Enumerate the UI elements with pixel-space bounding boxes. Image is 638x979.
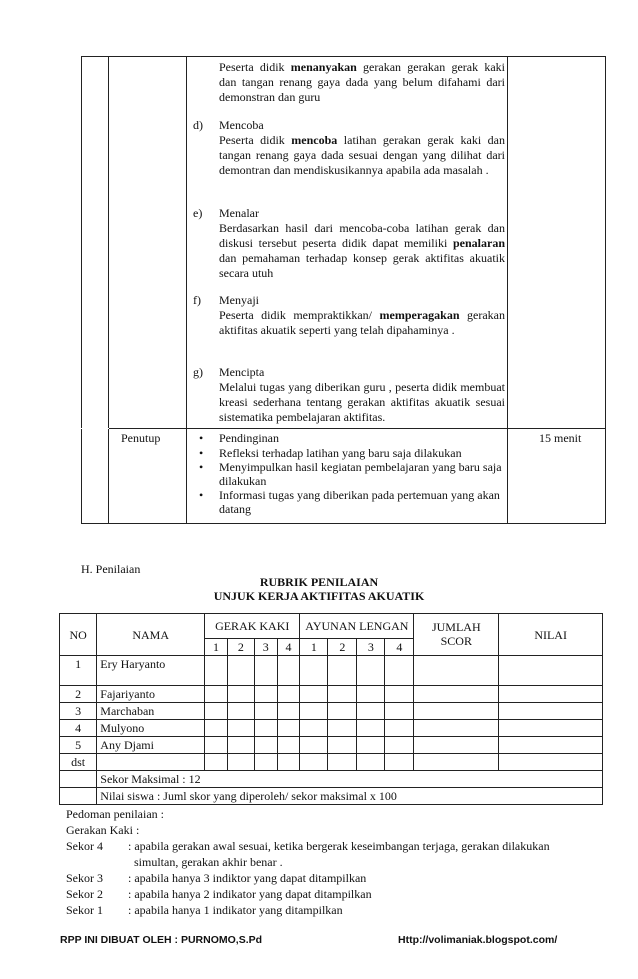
score-header: 1 bbox=[300, 639, 328, 656]
col-no: NO bbox=[60, 614, 97, 656]
footer-url: Http://volimaniak.blogspot.com/ bbox=[398, 934, 558, 946]
sekor-desc-cont: simultan, gerakan akhir benar . bbox=[134, 855, 283, 869]
step-title: Mencoba bbox=[219, 118, 264, 132]
pedoman-title: Pedoman penilaian : bbox=[66, 807, 164, 821]
sekor-desc: : apabila gerakan awal sesuai, ketika bergerak keseimbangan terjaga, gerakan dilakukan bbox=[128, 839, 550, 853]
score-header: 1 bbox=[205, 639, 228, 656]
activity-table bbox=[81, 56, 606, 524]
score-header: 3 bbox=[357, 639, 385, 656]
col-nama: NAMA bbox=[97, 614, 205, 656]
row-no: 3 bbox=[60, 703, 97, 720]
table-row bbox=[60, 720, 603, 737]
col-jumlah: JUMLAH SCOR bbox=[414, 614, 499, 656]
table-row bbox=[60, 703, 603, 720]
nilai-siswa: Nilai siswa : Juml skor yang diperoleh/ sekor maksimal x 100 bbox=[97, 788, 603, 805]
sekor-label: Sekor 3 bbox=[66, 871, 103, 885]
pedoman bbox=[66, 806, 586, 918]
step-label: g) bbox=[193, 365, 203, 379]
penutup-time: 15 menit bbox=[539, 431, 582, 445]
col-gerak: GERAK KAKI bbox=[205, 614, 300, 639]
rubric-table bbox=[59, 613, 603, 805]
score-header: 2 bbox=[328, 639, 357, 656]
col-ayunan: AYUNAN LENGAN bbox=[300, 614, 414, 639]
table-row bbox=[60, 754, 603, 771]
step-text: Peserta didik mencoba latihan gerakan gerak kaki dan tangan renang gaya dada sesuai dengan yang dilihat dari demontran dan mendiskusikannya apabila ada masalah . bbox=[219, 133, 505, 177]
table-row bbox=[60, 737, 603, 754]
list-item: • Informasi tugas yang diberikan pada pertemuan yang akan datang bbox=[193, 489, 505, 516]
list-item: • Pendinginan bbox=[193, 432, 505, 446]
list-item: • Refleksi terhadap latihan yang baru saja dilakukan bbox=[193, 447, 505, 461]
row-name: Any Djami bbox=[97, 737, 205, 754]
table-row bbox=[60, 686, 603, 703]
score-header: 2 bbox=[227, 639, 254, 656]
row-name: Fajariyanto bbox=[97, 686, 205, 703]
table-row bbox=[60, 656, 603, 686]
penutup-items bbox=[193, 432, 505, 517]
step-text: Berdasarkan hasil dari mencoba-coba latihan gerak dan diskusi tersebut peserta didik dapat memiliki penalaran dan pemahaman terhadap konsep gerak aktifitas akuatik secara utuh bbox=[219, 221, 505, 280]
footer-author: RPP INI DIBUAT OLEH : PURNOMO,S.Pd bbox=[60, 934, 263, 946]
penutup-label: Penutup bbox=[121, 431, 161, 445]
step-title: Mencipta bbox=[219, 365, 265, 379]
sekor-desc: : apabila hanya 3 indiktor yang dapat ditampilkan bbox=[128, 871, 367, 885]
sekor-desc: : apabila hanya 1 indikator yang ditampilkan bbox=[128, 903, 343, 917]
step-label: f) bbox=[193, 293, 201, 307]
step-label: e) bbox=[193, 206, 203, 220]
rubric-subtitle: UNJUK KERJA AKTIFITAS AKUATIK bbox=[213, 589, 425, 603]
row-name bbox=[97, 754, 205, 771]
row-no: 5 bbox=[60, 737, 97, 754]
score-header: 4 bbox=[277, 639, 300, 656]
step-title: Menyaji bbox=[219, 293, 259, 307]
row-name: Ery Haryanto bbox=[97, 656, 205, 686]
row-no: 1 bbox=[60, 656, 97, 686]
step-text: Melalui tugas yang diberikan guru , peserta didik membuat kreasi sederhana tentang gerakan aktifitas akuatik sesuai sistematika pembelajaran aktifitas. bbox=[219, 380, 505, 424]
section-heading: H. Penilaian bbox=[81, 562, 141, 576]
score-header: 4 bbox=[385, 639, 414, 656]
rubric-title: RUBRIK PENILAIAN bbox=[259, 575, 379, 589]
sekor-maksimal: Sekor Maksimal : 12 bbox=[97, 771, 603, 788]
row-no: dst bbox=[60, 754, 97, 771]
row-no: 2 bbox=[60, 686, 97, 703]
sekor-label: Sekor 1 bbox=[66, 903, 103, 917]
step-text: Peserta didik menanyakan gerakan gerakan gerak kaki dan tangan renang gaya dada yang belum difahami dari demonstran dan guru bbox=[219, 60, 505, 104]
sekor-label: Sekor 4 bbox=[66, 839, 103, 853]
pedoman-sub: Gerakan Kaki : bbox=[66, 823, 140, 837]
row-name: Mulyono bbox=[97, 720, 205, 737]
score-header: 3 bbox=[254, 639, 277, 656]
col-nilai: NILAI bbox=[499, 614, 603, 656]
row-name: Marchaban bbox=[97, 703, 205, 720]
row-no: 4 bbox=[60, 720, 97, 737]
sekor-label: Sekor 2 bbox=[66, 887, 103, 901]
sekor-desc: : apabila hanya 2 indikator yang dapat ditampilkan bbox=[128, 887, 372, 901]
step-text: Peserta didik mempraktikkan/ memperagakan gerakan aktifitas akuatik seperti yang telah dipahaminya . bbox=[219, 308, 505, 337]
step-title: Menalar bbox=[219, 206, 259, 220]
list-item: • Menyimpulkan hasil kegiatan pembelajaran yang baru saja dilakukan bbox=[193, 461, 505, 488]
step-label: d) bbox=[193, 118, 203, 132]
